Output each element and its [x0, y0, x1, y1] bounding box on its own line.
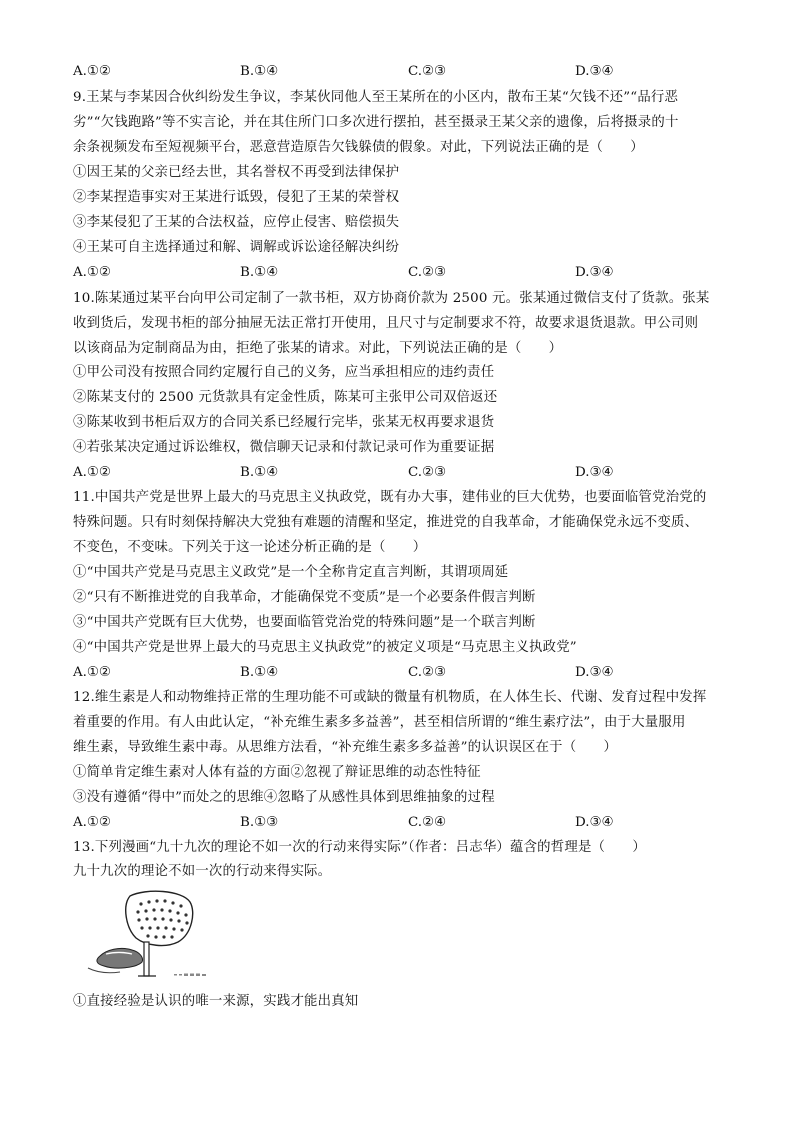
q10-option-d[interactable]: D.③④ [575, 465, 614, 480]
q12-stem-line: 维生素，导致维生素中毒。从思维方法看，“补充维生素多多益善”的认识误区在于（ ） [73, 740, 618, 755]
q11-option-b[interactable]: B.①④ [240, 665, 279, 680]
q9-option-c[interactable]: C.②③ [408, 265, 447, 280]
q12-option-c[interactable]: C.②④ [408, 815, 447, 830]
q10-item: ①甲公司没有按照合同约定履行自己的义务，应当承担相应的违约责任 [73, 365, 495, 380]
q11-option-c[interactable]: C.②③ [408, 665, 447, 680]
q9-item: ①因王某的父亲已经去世，其名誉权不再受到法律保护 [73, 165, 400, 180]
q11-item: ④“中国共产党是世界上最大的马克思主义执政党”的被定义项是“马克思主义执政党” [73, 640, 577, 655]
q10-option-c[interactable]: C.②③ [408, 465, 447, 480]
q11-option-a[interactable]: A.①② [73, 665, 111, 680]
q10-item: ②陈某支付的 2500 元货款具有定金性质，陈某可主张甲公司双倍返还 [73, 390, 498, 405]
q8-option-c[interactable]: C.②③ [408, 64, 447, 79]
q10-stem-line: 以该商品为定制商品为由，拒绝了张某的请求。对此，下列说法正确的是（ ） [73, 341, 563, 356]
author-mark-shape [174, 974, 206, 977]
q12-option-b[interactable]: B.①③ [240, 815, 279, 830]
cartoon-illustration [86, 888, 226, 984]
q9-stem-line: 劣”“欠钱跑路”等不实言论，并在其住所门口多次进行摆拍，甚至摄录王某父亲的遗像，后将摄录的十 [73, 115, 679, 130]
q9-option-d[interactable]: D.③④ [575, 265, 614, 280]
q11-options [73, 664, 723, 682]
q8-option-d[interactable]: D.③④ [575, 64, 614, 79]
q12-option-a[interactable]: A.①② [73, 815, 111, 830]
q9-item: ④王某可自主选择通过和解、调解或诉讼途径解决纠纷 [73, 240, 400, 255]
q10-stem-line: 10.陈某通过某平台向甲公司定制了一款书柜，双方协商价款为 2500 元。张某通过微信支付了货款。张某 [73, 291, 710, 306]
q12-item: ③没有遵循“得中”而处之的思维④忽略了从感性具体到思维抽象的过程 [73, 790, 495, 805]
q8-option-a[interactable]: A.①② [73, 64, 111, 79]
q9-item: ③李某侵犯了王某的合法权益，应停止侵害、赔偿损失 [73, 215, 400, 230]
q10-option-b[interactable]: B.①④ [240, 465, 279, 480]
q12-item: ①简单肯定维生素对人体有益的方面②忽视了辩证思维的动态性特征 [73, 765, 481, 780]
q10-item: ③陈某收到书柜后双方的合同关系已经履行完毕，张某无权再要求退货 [73, 415, 495, 430]
q9-option-a[interactable]: A.①② [73, 265, 111, 280]
dotted-panel-shape [126, 891, 193, 945]
q9-stem-line: 9.王某与李某因合伙纠纷发生争议，李某伙同他人至王某所在的小区内，散布王某“欠钱不还”“品行恶 [73, 90, 679, 105]
q12-option-d[interactable]: D.③④ [575, 815, 614, 830]
q9-option-b[interactable]: B.①④ [240, 265, 279, 280]
q12-stem-line: 着重要的作用。有人由此认定，“补充维生素多多益善”，甚至相信所谓的“维生素疗法”，由于大量服用 [73, 715, 686, 730]
q10-options [73, 464, 723, 482]
q11-option-d[interactable]: D.③④ [575, 665, 614, 680]
q9-options [73, 264, 723, 282]
q11-stem-line: 11.中国共产党是世界上最大的马克思主义执政党，既有办大事，建伟业的巨大优势，也要面临管党治党的 [73, 490, 707, 505]
q8-options [73, 63, 723, 81]
q12-options [73, 814, 723, 832]
q11-stem-line: 不变色，不变味。下列关于这一论述分析正确的是（ ） [73, 540, 427, 555]
q10-stem-line: 收到货后，发现书柜的部分抽屉无法正常打开使用，且尺寸与定制要求不符，故要求退货退款。甲公司则 [73, 316, 699, 331]
q9-item: ②李某捏造事实对王某进行诋毁，侵犯了王某的荣誉权 [73, 190, 400, 205]
q10-item: ④若张某决定通过诉讼维权，微信聊天记录和付款记录可作为重要证据 [73, 440, 495, 455]
q10-option-a[interactable]: A.①② [73, 465, 111, 480]
q12-stem-line: 12.维生素是人和动物维持正常的生理功能不可或缺的微量有机物质，在人体生长、代谢、发育过程中发挥 [73, 690, 707, 705]
q11-stem-line: 特殊问题。只有时刻保持解决大党独有难题的清醒和坚定，推进党的自我革命，才能确保党永远不变质、 [73, 515, 699, 530]
q13-caption: 九十九次的理论不如一次的行动来得实际。 [73, 864, 332, 879]
q13-item: ①直接经验是认识的唯一来源，实践才能出真知 [73, 994, 359, 1009]
q11-item: ③“中国共产党既有巨大优势，也要面临管党治党的特殊问题”是一个联言判断 [73, 615, 536, 630]
q13-stem-line: 13.下列漫画“九十九次的理论不如一次的行动来得实际”（作者：吕志华）蕴含的哲理是（ ） [73, 840, 646, 855]
q9-stem-line: 余条视频发布至短视频平台，恶意营造原告欠钱躲债的假象。对此，下列说法正确的是（ ） [73, 140, 644, 155]
moving-figure-shape [88, 948, 143, 972]
q8-option-b[interactable]: B.①④ [240, 64, 279, 79]
q11-item: ②“只有不断推进党的自我革命，才能确保党不变质”是一个必要条件假言判断 [73, 590, 536, 605]
q11-item: ①“中国共产党是马克思主义政党”是一个全称肯定直言判断，其谓项周延 [73, 565, 509, 580]
